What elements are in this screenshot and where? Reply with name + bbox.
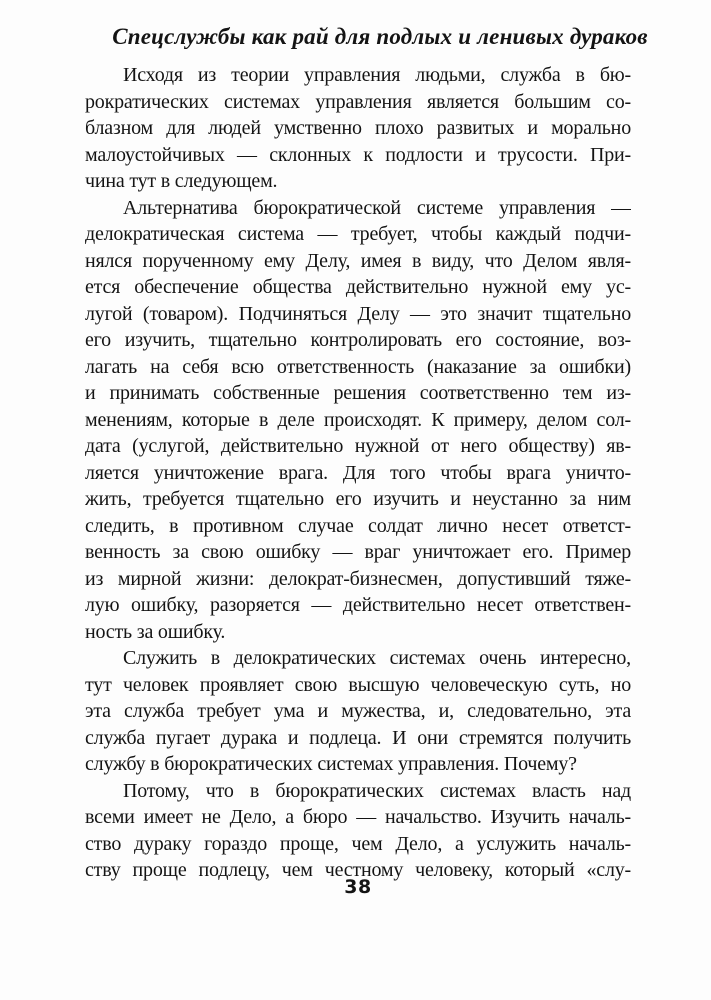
text-line: чина тут в следующем. (85, 170, 278, 192)
paragraph (85, 62, 631, 195)
text-line: всеми имеет не Дело, а бюро — начальство. Изучить началь- (85, 806, 631, 828)
text-line: Исходя из теории управления людьми, служба в бю- (123, 64, 631, 86)
text-line: из мирной жизни: делократ-бизнесмен, допустивший тяже- (85, 567, 631, 590)
text-line: блазном для людей умственно плохо развитых и морально (85, 117, 631, 139)
paragraph (85, 645, 631, 778)
text-line: ству проще подлецу, чем честному человеку, который «слу- (85, 859, 631, 881)
text-line: тут человек проявляет свою высшую человеческую суть, но (85, 673, 631, 696)
chapter-title: Спецслужбы как рай для подлых и ленивых дураков (112, 24, 648, 49)
text-line: Служить в делократических системах очень интересно, (123, 647, 631, 669)
text-line: менениям, которые в деле происходят. К примеру, делом сол- (85, 408, 631, 431)
text-line: ность за ошибку. (85, 620, 226, 643)
paragraph (85, 195, 631, 646)
text-line: Альтернатива бюрократической системе управления — (123, 196, 631, 219)
text-line: ется обеспечение общества действительно нужной ему ус- (85, 276, 631, 298)
text-line: лугой (товаром). Подчиняться Делу — это значит тщательно (85, 302, 631, 325)
text-line: Потому, что в бюрократических системах власть над (123, 779, 631, 802)
paragraph (85, 778, 631, 884)
text-line: служба пугает дурака и подлеца. И они стремятся получить (85, 726, 631, 749)
text-line: ство дураку гораздо проще, чем Дело, а услужить началь- (85, 832, 631, 855)
text-line: делократическая система — требует, чтобы каждый подчи- (85, 223, 631, 245)
text-line: эта служба требует ума и мужества, и, следовательно, эта (85, 700, 631, 722)
page-body (85, 62, 631, 884)
text-line: лагать на себя всю ответственность (наказание за ошибки) (85, 355, 631, 378)
page-number: 38 (344, 876, 372, 898)
text-line: малоустойчивых — склонных к подлости и трусости. При- (85, 143, 631, 166)
text-line: жить, требуется тщательно его изучить и неустанно за ним (85, 488, 631, 510)
text-line: службу в бюрократических системах управления. Почему? (85, 753, 577, 775)
text-line: венность за свою ошибку — враг уничтожает его. Пример (85, 541, 631, 563)
text-line: нялся порученному ему Делу, имея в виду, что Делом явля- (85, 249, 631, 272)
text-line: ляется уничтожение врага. Для того чтобы врага уничто- (85, 461, 631, 484)
text-line: следить, в противном случае солдат лично несет ответст- (85, 514, 631, 537)
text-line: и принимать собственные решения соответственно тем из- (85, 382, 631, 404)
text-line: его изучить, тщательно контролировать его состояние, воз- (85, 329, 631, 351)
text-line: рократических системах управления является большим со- (85, 90, 631, 113)
text-line: лую ошибку, разоряется — действительно несет ответствен- (85, 594, 631, 616)
text-line: дата (услугой, действительно нужной от него обществу) яв- (85, 435, 631, 457)
